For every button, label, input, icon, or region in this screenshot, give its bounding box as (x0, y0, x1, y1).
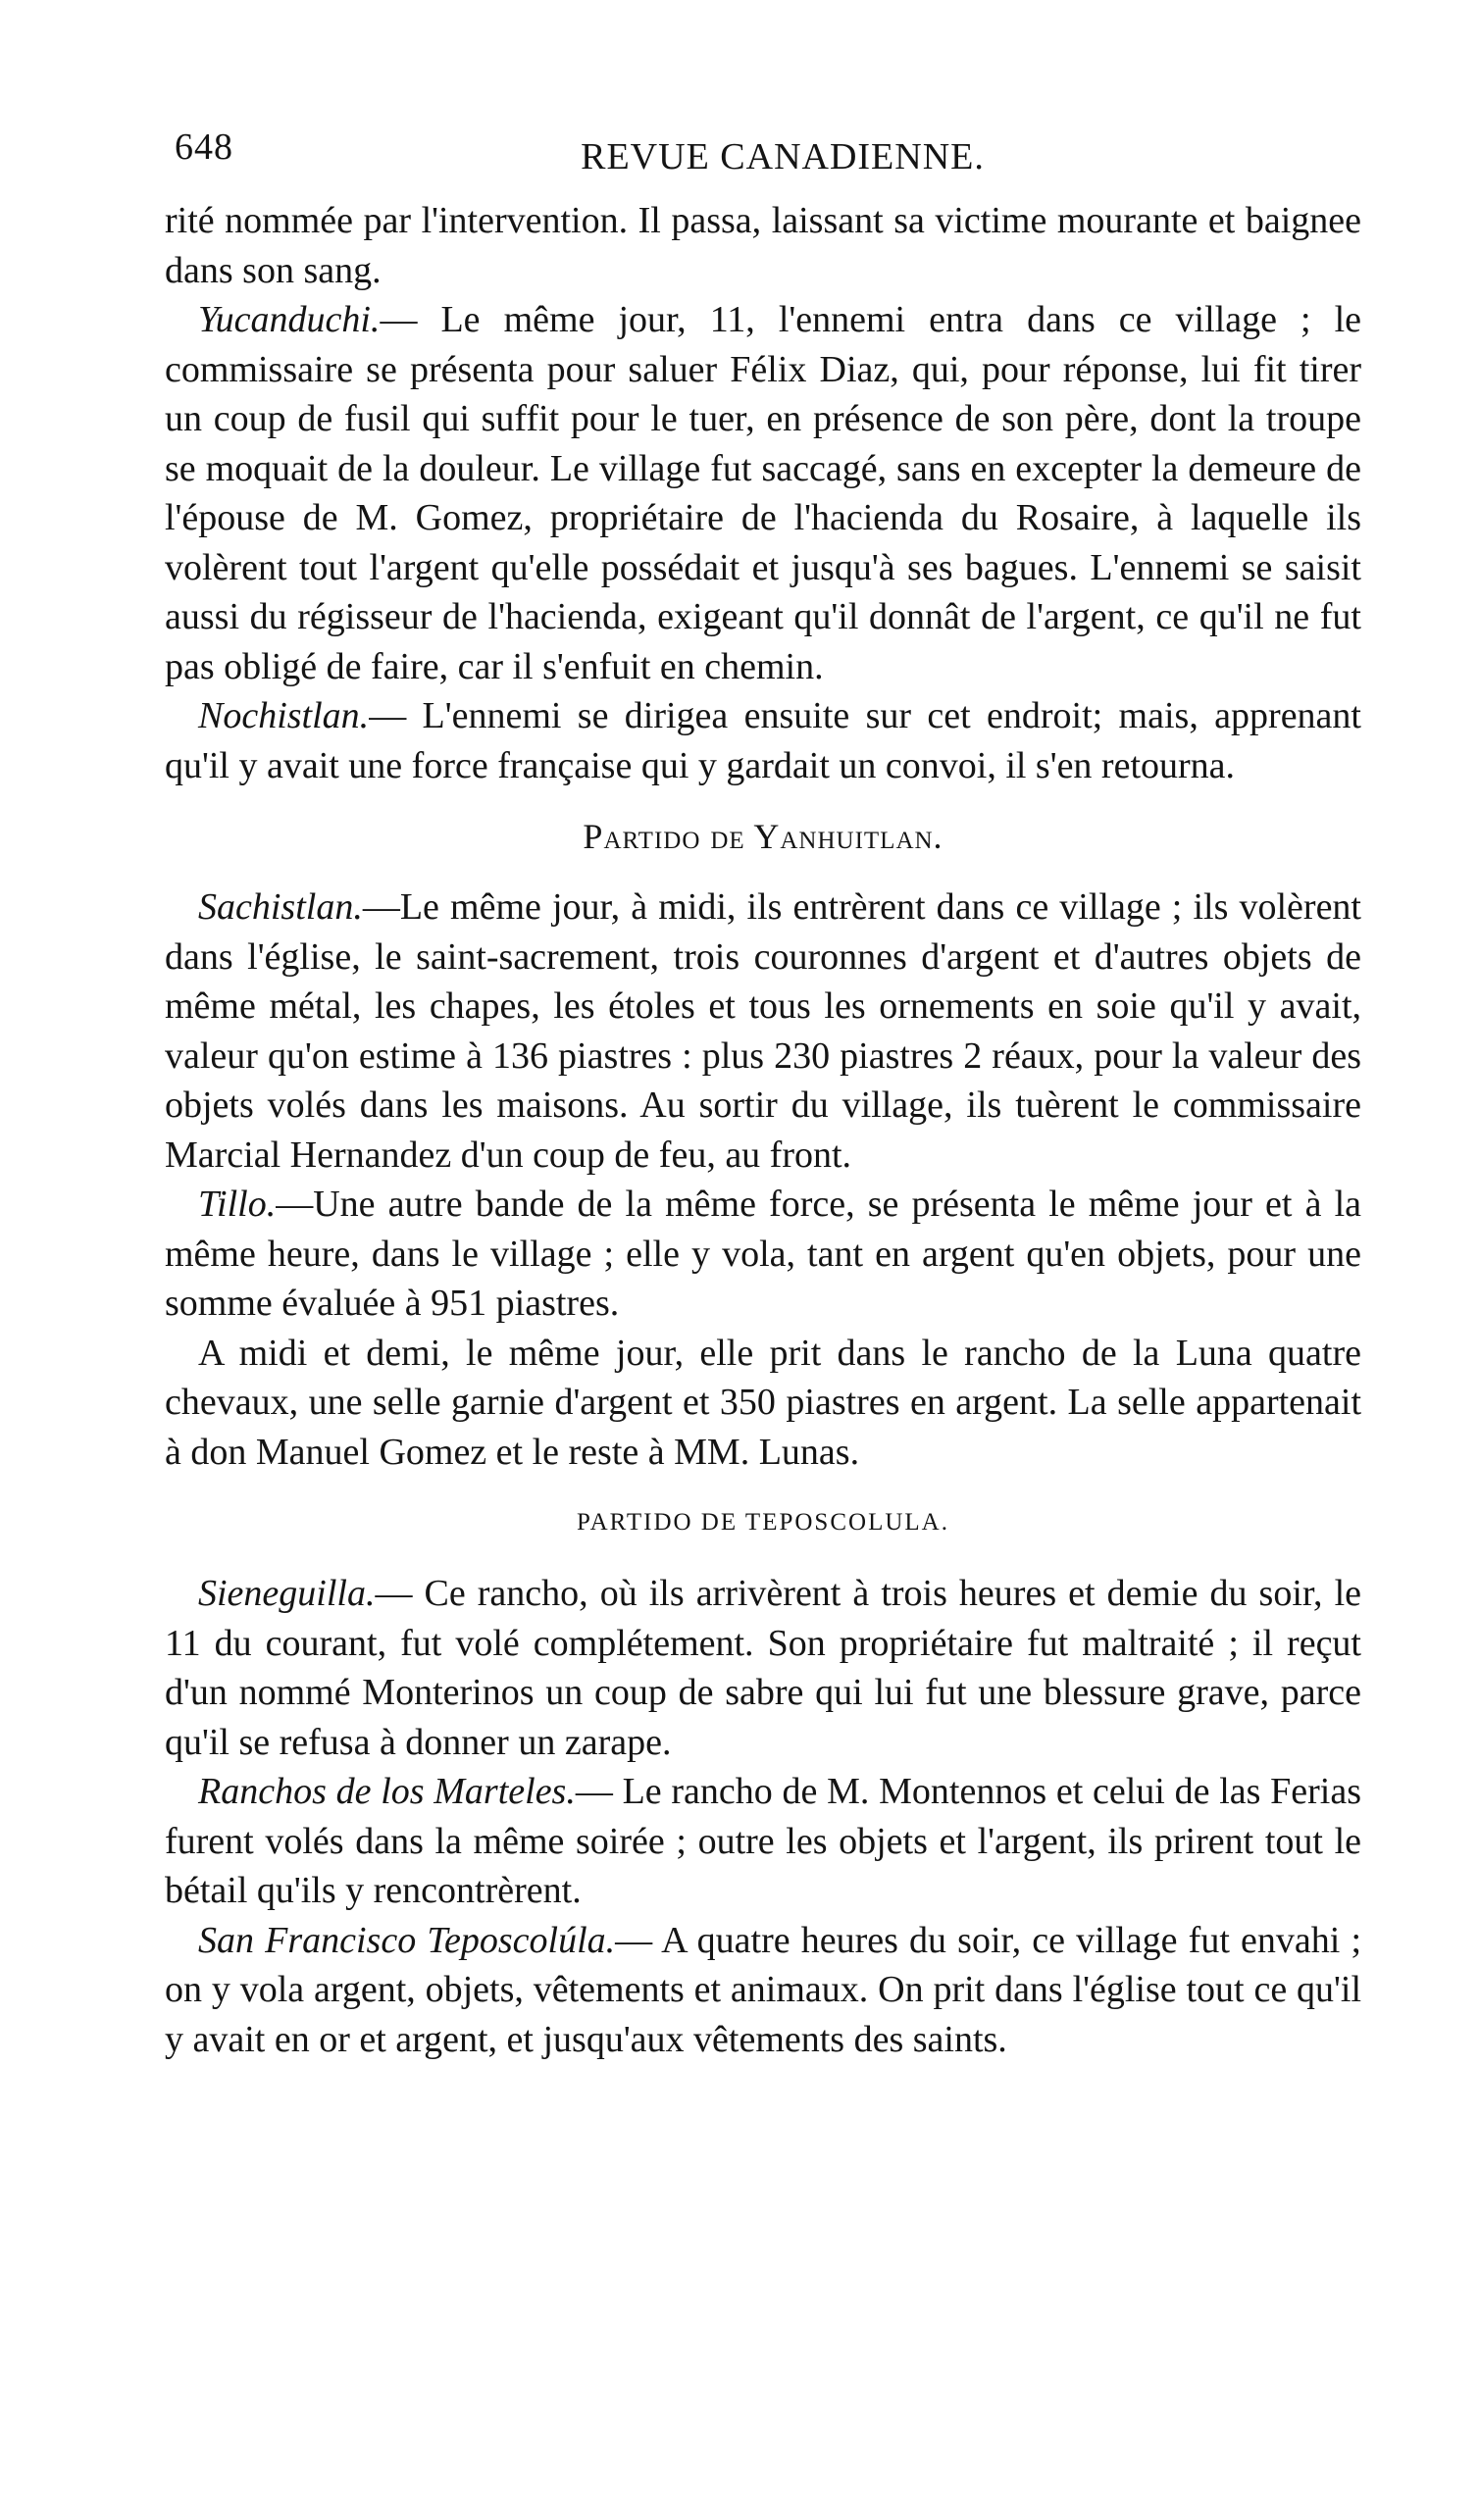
page (165, 118, 1361, 2064)
paragraph-text: —Le même jour, à midi, ils entrèrent dans ce village ; ils volèrent dans l'église, le saint-sacrement, trois couronnes d'argent et d'autres objets de même métal, les chapes, les étoles et tous les ornements en soie qu'il y avait, valeur qu'on estime à 136 piastres : plus 230 piastres 2 réaux, pour la valeur des objets volés dans les maisons. Au sortir du village, ils tuèrent le commissaire Marcial Hernandez d'un coup de feu, au front. (165, 886, 1361, 1176)
place-name: Yucanduchi. (198, 299, 381, 340)
paragraph-text: A midi et demi, le même jour, elle prit dans le rancho de la Luna quatre chevaux, une selle garnie d'argent et 350 piastres en argent. La selle appartenait à don Manuel Gomez et le reste à MM. Lunas. (165, 1332, 1361, 1473)
running-head (165, 118, 1361, 196)
paragraph-text: — Le même jour, 11, l'ennemi entra dans ce village ; le commissaire se présenta pour saluer Félix Diaz, qui, pour réponse, lui fit tirer un coup de fusil qui suffit pour le tuer, en présence de son père, dont la troupe se moquait de la douleur. Le village fut saccagé, sans en excepter la demeure de l'épouse de M. Gomez, propriétaire de l'hacienda du Rosaire, à laquelle ils volèrent tout l'argent qu'elle possédait et jusqu'à ses bagues. L'ennemi se saisit aussi du régisseur de l'hacienda, exigeant qu'il donnât de l'argent, ce qu'il ne fut pas obligé de faire, car il s'enfuit en chemin. (165, 299, 1361, 687)
place-name: Nochistlan. (198, 695, 370, 736)
section-heading-yanhuitlan: Partido de Yanhuitlan. (583, 817, 944, 856)
page-number: 648 (175, 126, 233, 168)
paragraph-rancho-luna (165, 1329, 1361, 1478)
journal-title: REVUE CANADIENNE. (581, 136, 985, 177)
place-name: Tillo. (198, 1184, 277, 1225)
place-name: Ranchos de los Marteles. (198, 1771, 576, 1812)
place-name: Sachistlan. (198, 886, 363, 928)
paragraph-text: — L'ennemi se dirigea ensuite sur cet endroit; mais, apprenant qu'il y avait une force française qui y gardait un convoi, il s'en retourna. (165, 695, 1361, 786)
place-name: Sieneguilla. (198, 1573, 376, 1614)
place-name: San Francisco Teposcolúla. (198, 1919, 616, 1961)
paragraph-tillo (165, 1180, 1361, 1329)
paragraph-continuation (165, 196, 1361, 295)
paragraph-san-francisco (165, 1916, 1361, 2065)
paragraph-sachistlan (165, 882, 1361, 1180)
section-heading-teposcolula: PARTIDO DE TEPOSCOLULA. (577, 1509, 949, 1536)
paragraph-nochistlan (165, 691, 1361, 790)
paragraph-ranchos-marteles (165, 1767, 1361, 1916)
paragraph-text: — A quatre heures du soir, ce village fut envahi ; on y vola argent, objets, vêtements et animaux. On prit dans l'église tout ce qu'il y avait en or et argent, et jusqu'aux vêtements des saints. (165, 1919, 1361, 2060)
paragraph-yucanduchi (165, 295, 1361, 691)
paragraph-text: rité nommée par l'intervention. Il passa, laissant sa victime mourante et baignee dans son sang. (165, 200, 1361, 291)
paragraph-text: — Ce rancho, où ils arrivèrent à trois heures et demie du soir, le 11 du courant, fut volé complétement. Son propriétaire fut maltraité ; il reçut d'un nommé Monterinos un coup de sabre qui lui fut une blessure grave, parce qu'il se refusa à donner un zarape. (165, 1573, 1361, 1763)
paragraph-text: —Une autre bande de la même force, se présenta le même jour et à la même heure, dans le village ; elle y vola, tant en argent qu'en objets, pour une somme évaluée à 951 piastres. (165, 1184, 1361, 1324)
paragraph-text: — Le rancho de M. Montennos et celui de las Ferias furent volés dans la même soirée ; outre les objets et l'argent, ils prirent tout le bétail qu'ils y rencontrèrent. (165, 1771, 1362, 1911)
paragraph-sieneguilla (165, 1569, 1361, 1767)
